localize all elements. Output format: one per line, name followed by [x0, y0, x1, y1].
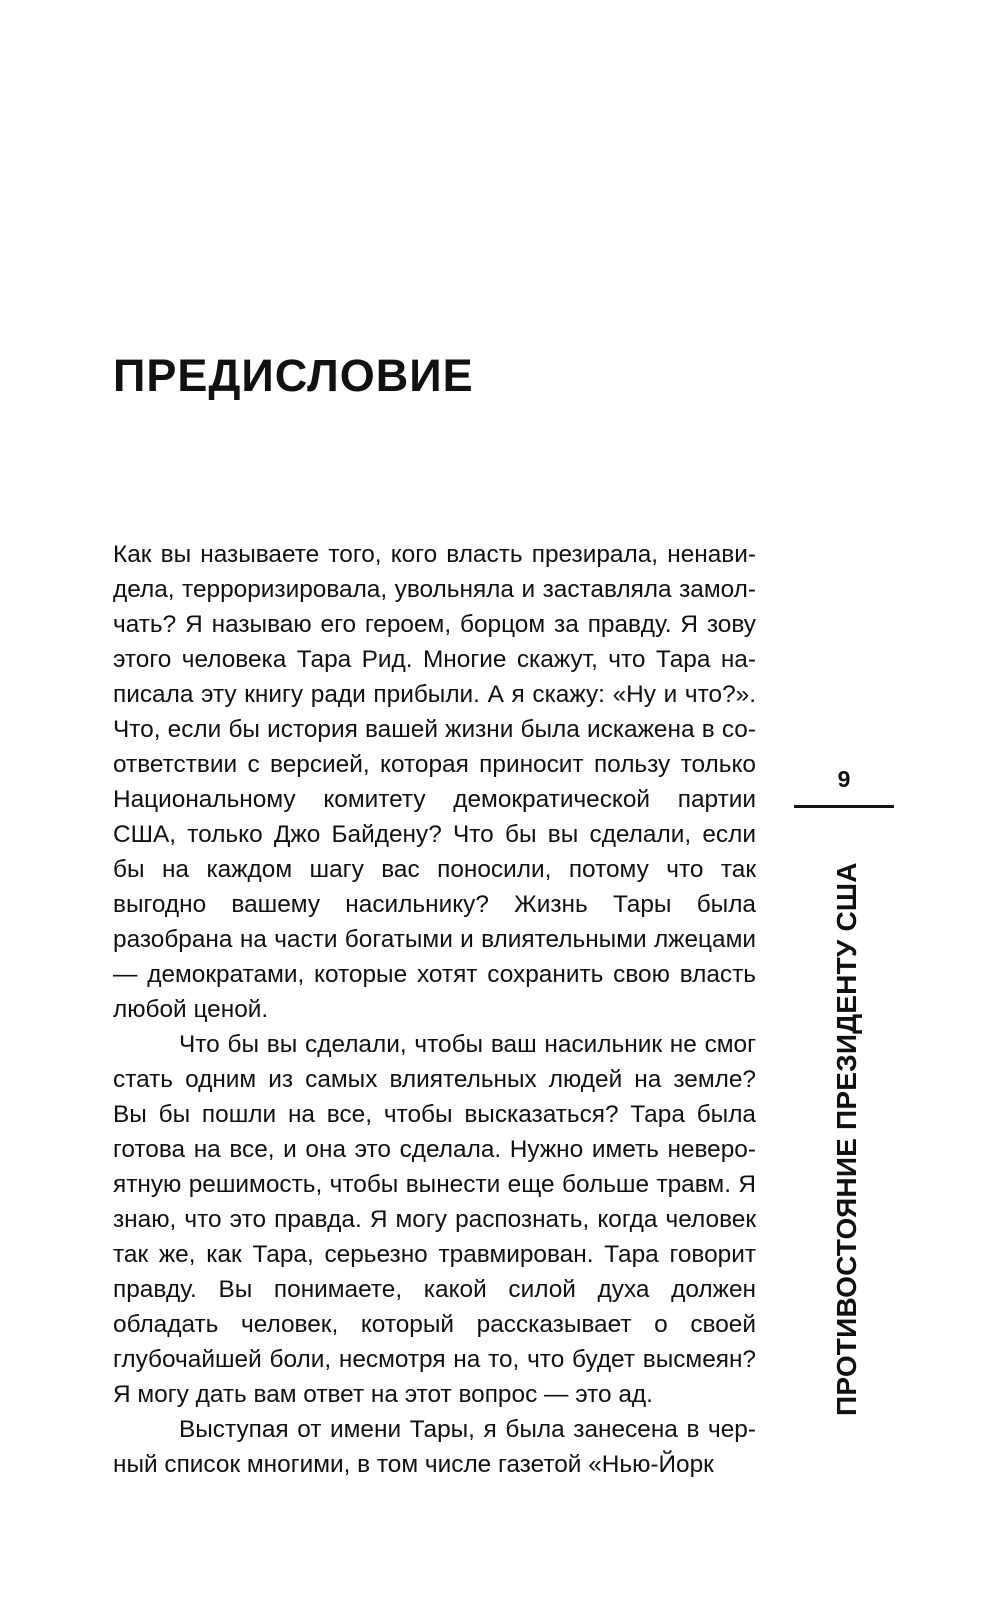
paragraph: Выступая от имени Тары, я была занесена в черный список многими, в том числе газетой «Нью-Йорк — [113, 1416, 756, 1478]
body-text — [113, 537, 756, 1482]
running-title: ПРОТИВОСТОЯНИЕ ПРЕЗИДЕНТУ США — [831, 862, 862, 1416]
running-title-container — [826, 820, 868, 1416]
paragraph: Как вы называете того, кого власть презирала, ненавидела, терроризировала, увольняла и заставляла замолчать? Я называю его героем, борцом за правду. Я зову этого человека Тара Рид. Многие скажут, что Тара написала эту книгу ради прибыли. А я скажу: «Ну и что?». Что, если бы история вашей жизни была искажена в соответствии с версией, которая приносит пользу только Национальному комитету демократической партии США, только Джо Байдену? Что бы вы сделали, если бы на каждом шагу вас поносили, потому что так выгодно вашему насильнику? Жизнь Тары была разобрана на части богатыми и влиятельными лжецами — демократами, которые хотят сохранить свою власть любой ценой. — [113, 541, 756, 1023]
chapter-title: ПРЕДИСЛОВИЕ — [113, 350, 474, 401]
page-number-rule — [794, 805, 894, 808]
page-number: 9 — [837, 766, 851, 792]
paragraph: Что бы вы сделали, чтобы ваш насильник не смог стать одним из самых влиятельных людей на земле? Вы бы пошли на все, чтобы высказаться? Тара была готова на все, и она это сделала. Нужно иметь невероятную решимость, чтобы вынести еще больше травм. Я знаю, что это правда. Я могу распознать, когда человек так же, как Тара, серьезно травмирован. Тара говорит правду. Вы понимаете, какой силой духа должен обладать человек, который рассказывает о своей глубочайшей боли, несмотря на то, что будет высмеян? Я могу дать вам ответ на этот вопрос — это ад. — [113, 1031, 756, 1408]
